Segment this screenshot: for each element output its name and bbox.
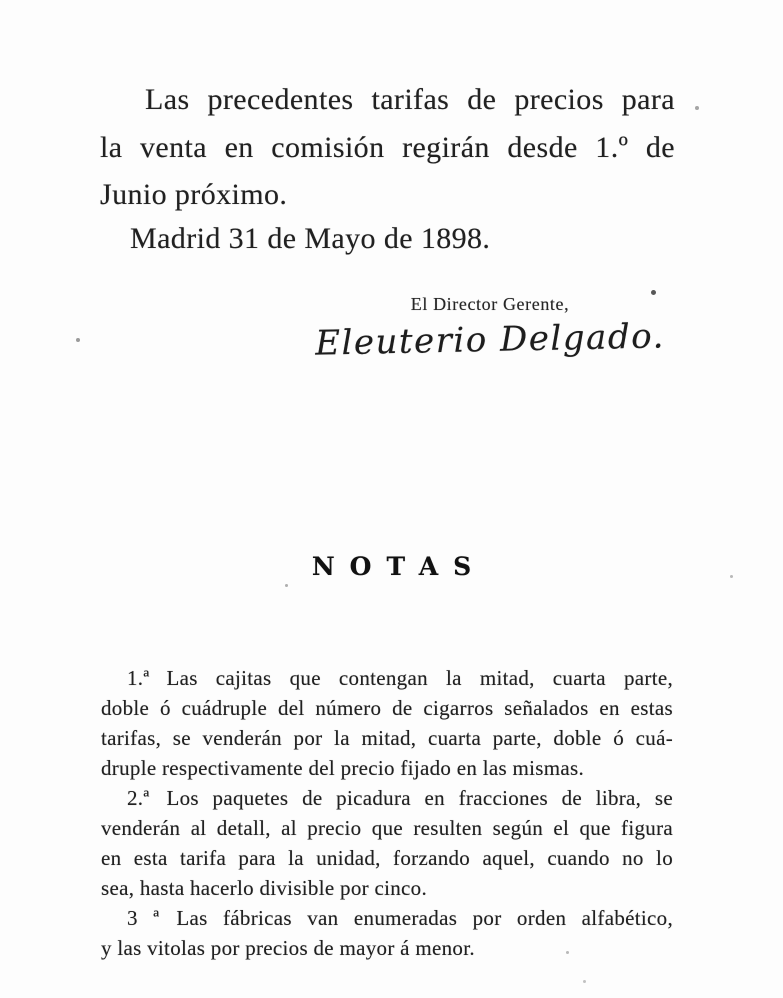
- dateline: Madrid 31 de Mayo de 1898.: [130, 222, 491, 255]
- scan-speck: [695, 106, 699, 110]
- opening-line-2: la venta en comisión regirán desde 1.º de: [100, 130, 675, 164]
- scan-speck: [76, 338, 80, 342]
- signature-block: [280, 294, 700, 364]
- signature-title: El Director Gerente,: [410, 294, 570, 314]
- scan-speck: [566, 951, 569, 954]
- signature-name: Eleuterio Delgado.: [314, 316, 666, 364]
- note-line: [101, 903, 673, 933]
- section-heading: NOTAS: [311, 552, 487, 581]
- scan-speck: [651, 290, 656, 295]
- opening-line-1: Las precedentes tarifas de precios para: [145, 83, 675, 116]
- note-line: [101, 783, 673, 813]
- note-line: [101, 663, 673, 693]
- note-text: Las fábricas van enumeradas por orden alfabético,: [176, 906, 673, 930]
- note-line: doble ó cuádruple del número de cigarros señalados en estas: [101, 696, 673, 720]
- scan-speck: [730, 575, 733, 578]
- note-text: Las cajitas que contengan la mitad, cuarta parte,: [166, 666, 673, 690]
- opening-line-3: Junio próximo.: [100, 178, 288, 211]
- note-text: Los paquetes de picadura en fracciones de libra, se: [166, 786, 673, 810]
- notes-section: [101, 663, 673, 963]
- note-line: venderán al detall, al precio que resulten según el que figura: [101, 816, 673, 840]
- opening-paragraph: [100, 76, 675, 219]
- note-line: druple respectivamente del precio fijado en las mismas.: [101, 756, 585, 780]
- scan-speck: [583, 980, 586, 983]
- note-line: sea, hasta hacerlo divisible por cinco.: [101, 876, 428, 900]
- note-line: tarifas, se venderán por la mitad, cuarta parte, doble ó cuá-: [101, 726, 673, 750]
- note-item-2: [101, 783, 673, 903]
- note-line: en esta tarifa para la unidad, forzando aquel, cuando no lo: [101, 846, 673, 870]
- note-line: y las vitolas por precios de mayor á menor.: [101, 936, 475, 960]
- note-number: 3 ª: [127, 906, 160, 930]
- note-number: 2.ª: [127, 786, 150, 810]
- note-item-1: [101, 663, 673, 783]
- scan-speck: [285, 584, 288, 587]
- note-number: 1.ª: [127, 666, 150, 690]
- note-item-3: [101, 903, 673, 963]
